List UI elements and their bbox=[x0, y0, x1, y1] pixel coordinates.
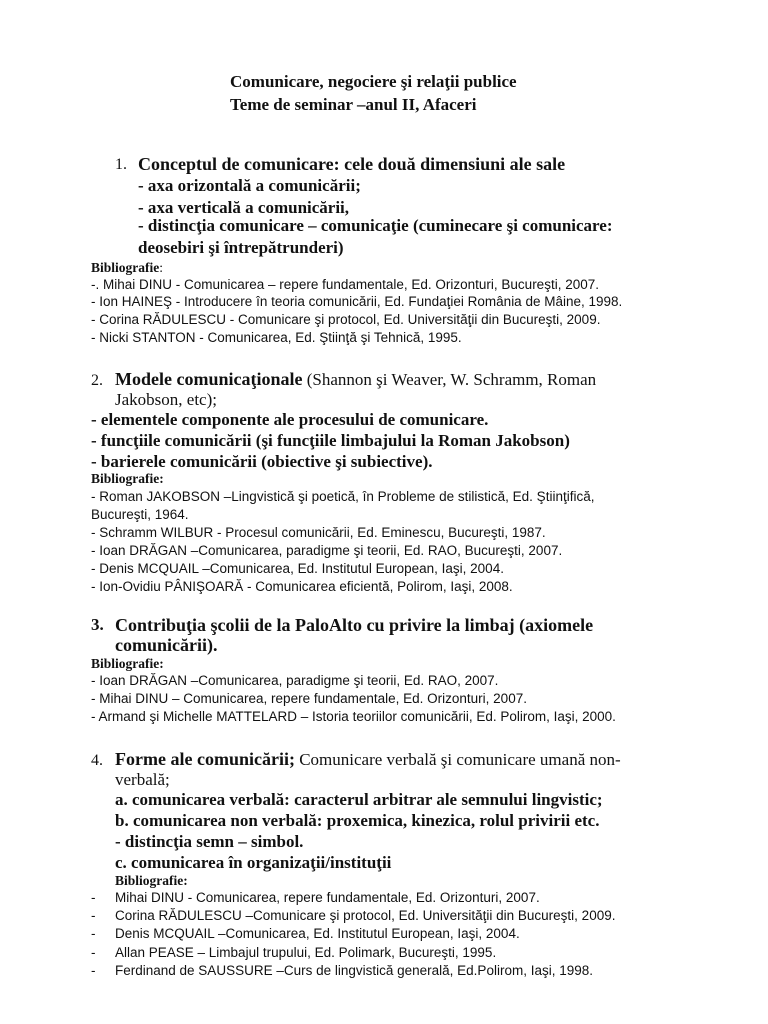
list-bullet: - bbox=[91, 890, 96, 905]
list-bullet: - bbox=[91, 963, 96, 978]
section-line: Jakobson, etc); bbox=[115, 390, 217, 409]
document-title: Comunicare, negociere şi relaţii publice bbox=[230, 72, 517, 91]
section-line: verbală; bbox=[115, 770, 170, 789]
bibliography-label: Bibliografie: bbox=[91, 260, 164, 275]
section-heading: Modele comunicaţionale (Shannon şi Weaver, W. Schramm, Roman bbox=[115, 369, 597, 389]
section-line: c. comunicarea în organizaţii/instituţii bbox=[115, 853, 392, 872]
section-number: 1. bbox=[115, 156, 127, 173]
bibliography-item: -. Mihai DINU - Comunicarea – repere fundamentale, Ed. Orizonturi, Bucureşti, 2007. bbox=[91, 277, 599, 292]
section-number: 4. bbox=[91, 752, 103, 769]
bibliography-item: - Ion-Ovidiu PÂNIŞOARĂ - Comunicarea eficientă, Polirom, Iaşi, 2008. bbox=[91, 579, 513, 594]
section-line: comunicării). bbox=[115, 635, 218, 655]
bibliography-item: Allan PEASE – Limbajul trupului, Ed. Polimark, Bucureşti, 1995. bbox=[115, 945, 497, 960]
bibliography-item: Ferdinand de SAUSSURE –Curs de lingvistică generală, Ed.Polirom, Iaşi, 1998. bbox=[115, 963, 593, 978]
bibliography-item: Bucureşti, 1964. bbox=[91, 507, 189, 522]
section-heading: Conceptul de comunicare: cele două dimensiuni ale sale bbox=[138, 154, 566, 174]
bibliography-item: Mihai DINU - Comunicarea, repere fundamentale, Ed. Orizonturi, 2007. bbox=[115, 890, 540, 905]
list-bullet: - bbox=[91, 908, 96, 923]
section-number: 2. bbox=[91, 372, 103, 389]
section-line: - distincţia semn – simbol. bbox=[115, 832, 304, 851]
bibliography-item: - Roman JAKOBSON –Lingvistică şi poetică, în Probleme de stilistică, Ed. Ştiinţifică, bbox=[91, 489, 595, 504]
bibliography-label: Bibliografie: bbox=[91, 656, 164, 671]
bibliography-item: - Ioan DRĂGAN –Comunicarea, paradigme şi teorii, Ed. RAO, Bucureşti, 2007. bbox=[91, 543, 563, 558]
section-line: a. comunicarea verbală: caracterul arbitrar ale semnului lingvistic; bbox=[115, 790, 603, 809]
list-bullet: - bbox=[91, 945, 96, 960]
section-heading: Contribuţia şcolii de la PaloAlto cu privire la limbaj (axiomele bbox=[115, 615, 594, 635]
section-line: - axa verticală a comunicării, bbox=[138, 198, 350, 217]
section-line: deosebiri şi întrepătrunderi) bbox=[138, 238, 344, 257]
section-line: - axa orizontală a comunicării; bbox=[138, 176, 361, 195]
bibliography-item: Corina RĂDULESCU –Comunicare şi protocol, Ed. Universităţii din Bucureşti, 2009. bbox=[115, 908, 616, 923]
bibliography-item: - Nicki STANTON - Comunicarea, Ed. Ştiinţă şi Tehnică, 1995. bbox=[91, 330, 462, 345]
bibliography-item: - Ioan DRĂGAN –Comunicarea, paradigme şi teorii, Ed. RAO, 2007. bbox=[91, 673, 499, 688]
section-line: - funcţiile comunicării (şi funcţiile limbajului la Roman Jakobson) bbox=[91, 431, 570, 450]
document-subtitle: Teme de seminar –anul II, Afaceri bbox=[230, 95, 477, 114]
bibliography-label: Bibliografie: bbox=[91, 471, 164, 486]
section-line: - elementele componente ale procesului de comunicare. bbox=[91, 410, 489, 429]
section-heading: Forme ale comunicării; Comunicare verbală şi comunicare umană non- bbox=[115, 749, 621, 769]
list-bullet: - bbox=[91, 926, 96, 941]
bibliography-item: - Mihai DINU – Comunicarea, repere fundamentale, Ed. Orizonturi, 2007. bbox=[91, 691, 527, 706]
bibliography-item: - Denis MCQUAIL –Comunicarea, Ed. Institutul European, Iaşi, 2004. bbox=[91, 561, 504, 576]
bibliography-item: - Ion HAINEŞ - Introducere în teoria comunicării, Ed. Fundaţiei România de Mâine, 1998. bbox=[91, 294, 623, 309]
section-line: b. comunicarea non verbală: proxemica, kinezica, rolul privirii etc. bbox=[115, 811, 600, 830]
bibliography-item: - Armand şi Michelle MATTELARD – Istoria teoriilor comunicării, Ed. Polirom, Iaşi, 2000. bbox=[91, 709, 616, 724]
section-line: - barierele comunicării (obiective şi subiective). bbox=[91, 452, 433, 471]
bibliography-item: Denis MCQUAIL –Comunicarea, Ed. Institutul European, Iaşi, 2004. bbox=[115, 926, 520, 941]
section-number: 3. bbox=[91, 615, 104, 634]
bibliography-label: Bibliografie: bbox=[115, 873, 188, 888]
bibliography-item: - Corina RĂDULESCU - Comunicare şi protocol, Ed. Universităţii din Bucureşti, 2009. bbox=[91, 312, 601, 327]
section-line: - distincţia comunicare – comunicaţie (cuminecare şi comunicare: bbox=[138, 216, 613, 235]
bibliography-item: - Schramm WILBUR - Procesul comunicării, Ed. Eminescu, Bucureşti, 1987. bbox=[91, 525, 546, 540]
